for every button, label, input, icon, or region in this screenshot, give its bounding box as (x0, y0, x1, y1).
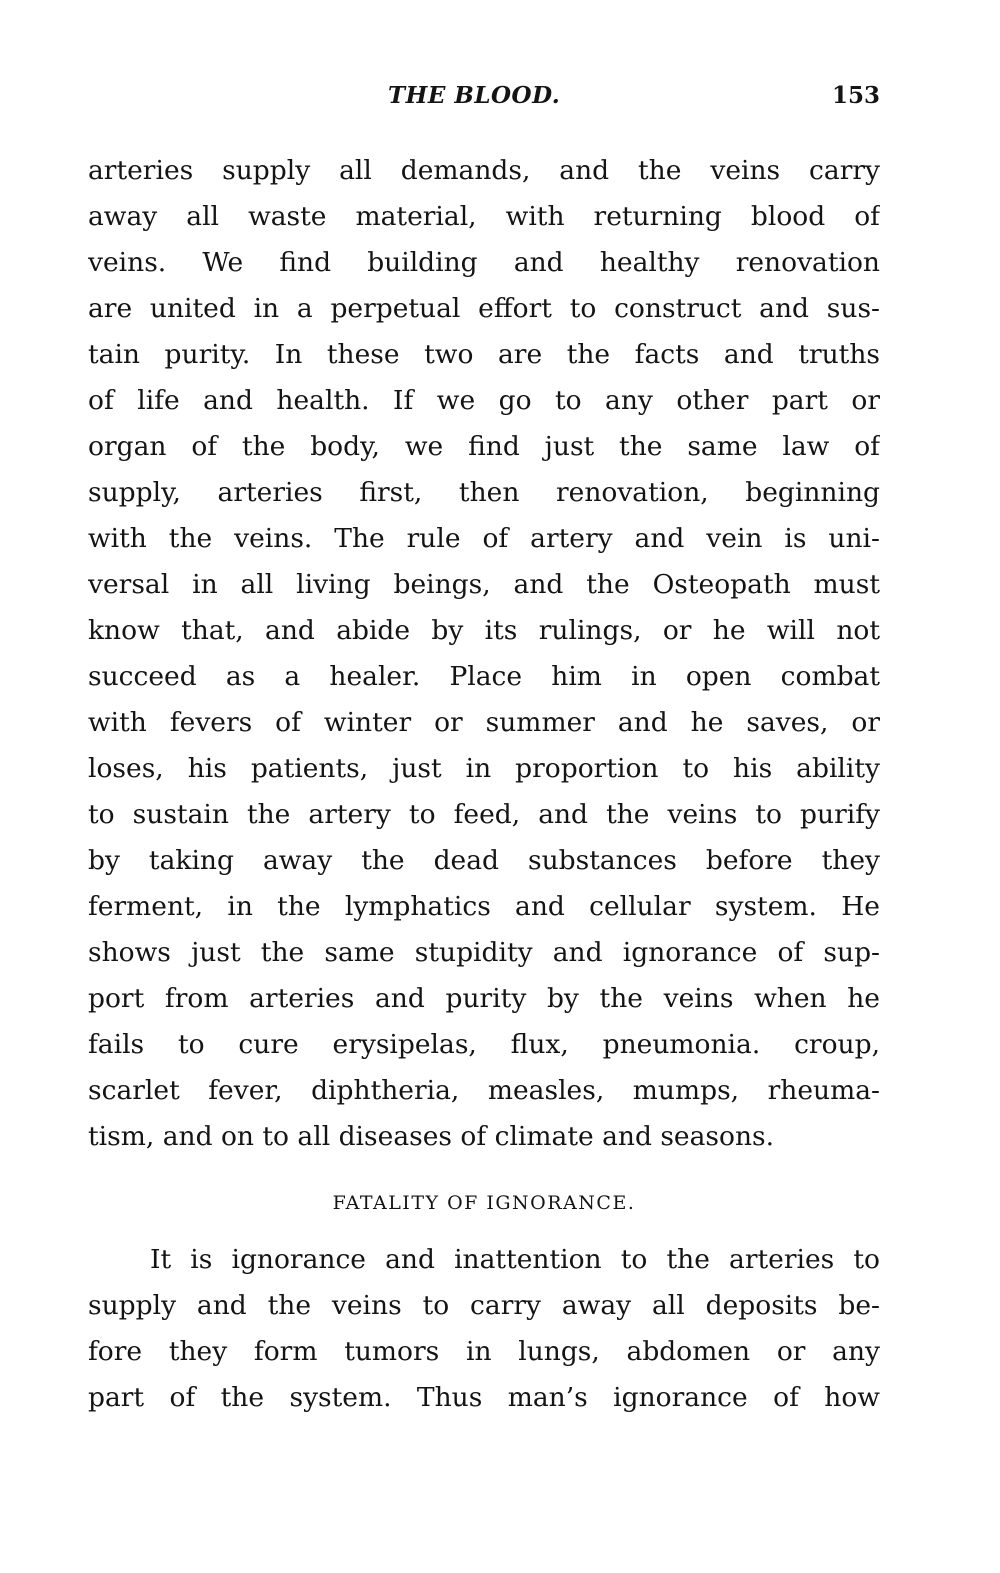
text-line: port from arteries and purity by the veins when he (88, 983, 880, 1014)
text-line: arteries supply all demands, and the veins carry (88, 155, 880, 186)
text-line: to sustain the artery to feed, and the veins to purify (88, 799, 880, 830)
text-line: tain purity. In these two are the facts and truths (88, 339, 880, 370)
text-line: ferment, in the lymphatics and cellular system. He (88, 891, 880, 922)
text-line: supply, arteries first, then renovation, beginning (88, 477, 880, 508)
text-line: tism, and on to all diseases of climate and seasons. (88, 1121, 775, 1152)
text-line: are united in a perpetual effort to construct and sus- (88, 293, 880, 324)
text-line: with the veins. The rule of artery and vein is uni- (88, 523, 880, 554)
page-number: 153 (831, 82, 880, 109)
running-title: THE BLOOD. (388, 82, 561, 109)
text-line: fails to cure erysipelas, flux, pneumonia. croup, (88, 1029, 880, 1060)
text-line: organ of the body, we find just the same law of (88, 431, 880, 462)
text-line: supply and the veins to carry away all deposits be- (88, 1290, 880, 1321)
text-line: by taking away the dead substances before they (88, 845, 880, 876)
text-line: loses, his patients, just in proportion to his ability (88, 753, 880, 784)
paragraph-blood-supply (88, 148, 880, 1160)
text-line: shows just the same stupidity and ignorance of sup- (88, 937, 880, 968)
paragraph-fatality-of-ignorance (88, 1237, 880, 1421)
text-line: veins. We find building and healthy renovation (88, 247, 880, 278)
text-line: scarlet fever, diphtheria, measles, mumps, rheuma- (88, 1075, 880, 1106)
text-line: part of the system. Thus man’s ignorance of how (88, 1382, 880, 1413)
text-line: know that, and abide by its rulings, or he will not (88, 615, 880, 646)
section-heading: FATALITY OF IGNORANCE. (332, 1192, 636, 1214)
text-line: away all waste material, with returning blood of (88, 201, 880, 232)
text-line: succeed as a healer. Place him in open combat (88, 661, 880, 692)
running-head (88, 82, 880, 122)
text-line: of life and health. If we go to any other part or (88, 385, 880, 416)
text-line: with fevers of winter or summer and he saves, or (88, 707, 880, 738)
text-line: fore they form tumors in lungs, abdomen or any (88, 1336, 880, 1367)
text-line: It is ignorance and inattention to the arteries to (150, 1244, 880, 1275)
text-line: versal in all living beings, and the Osteopath must (88, 569, 880, 600)
